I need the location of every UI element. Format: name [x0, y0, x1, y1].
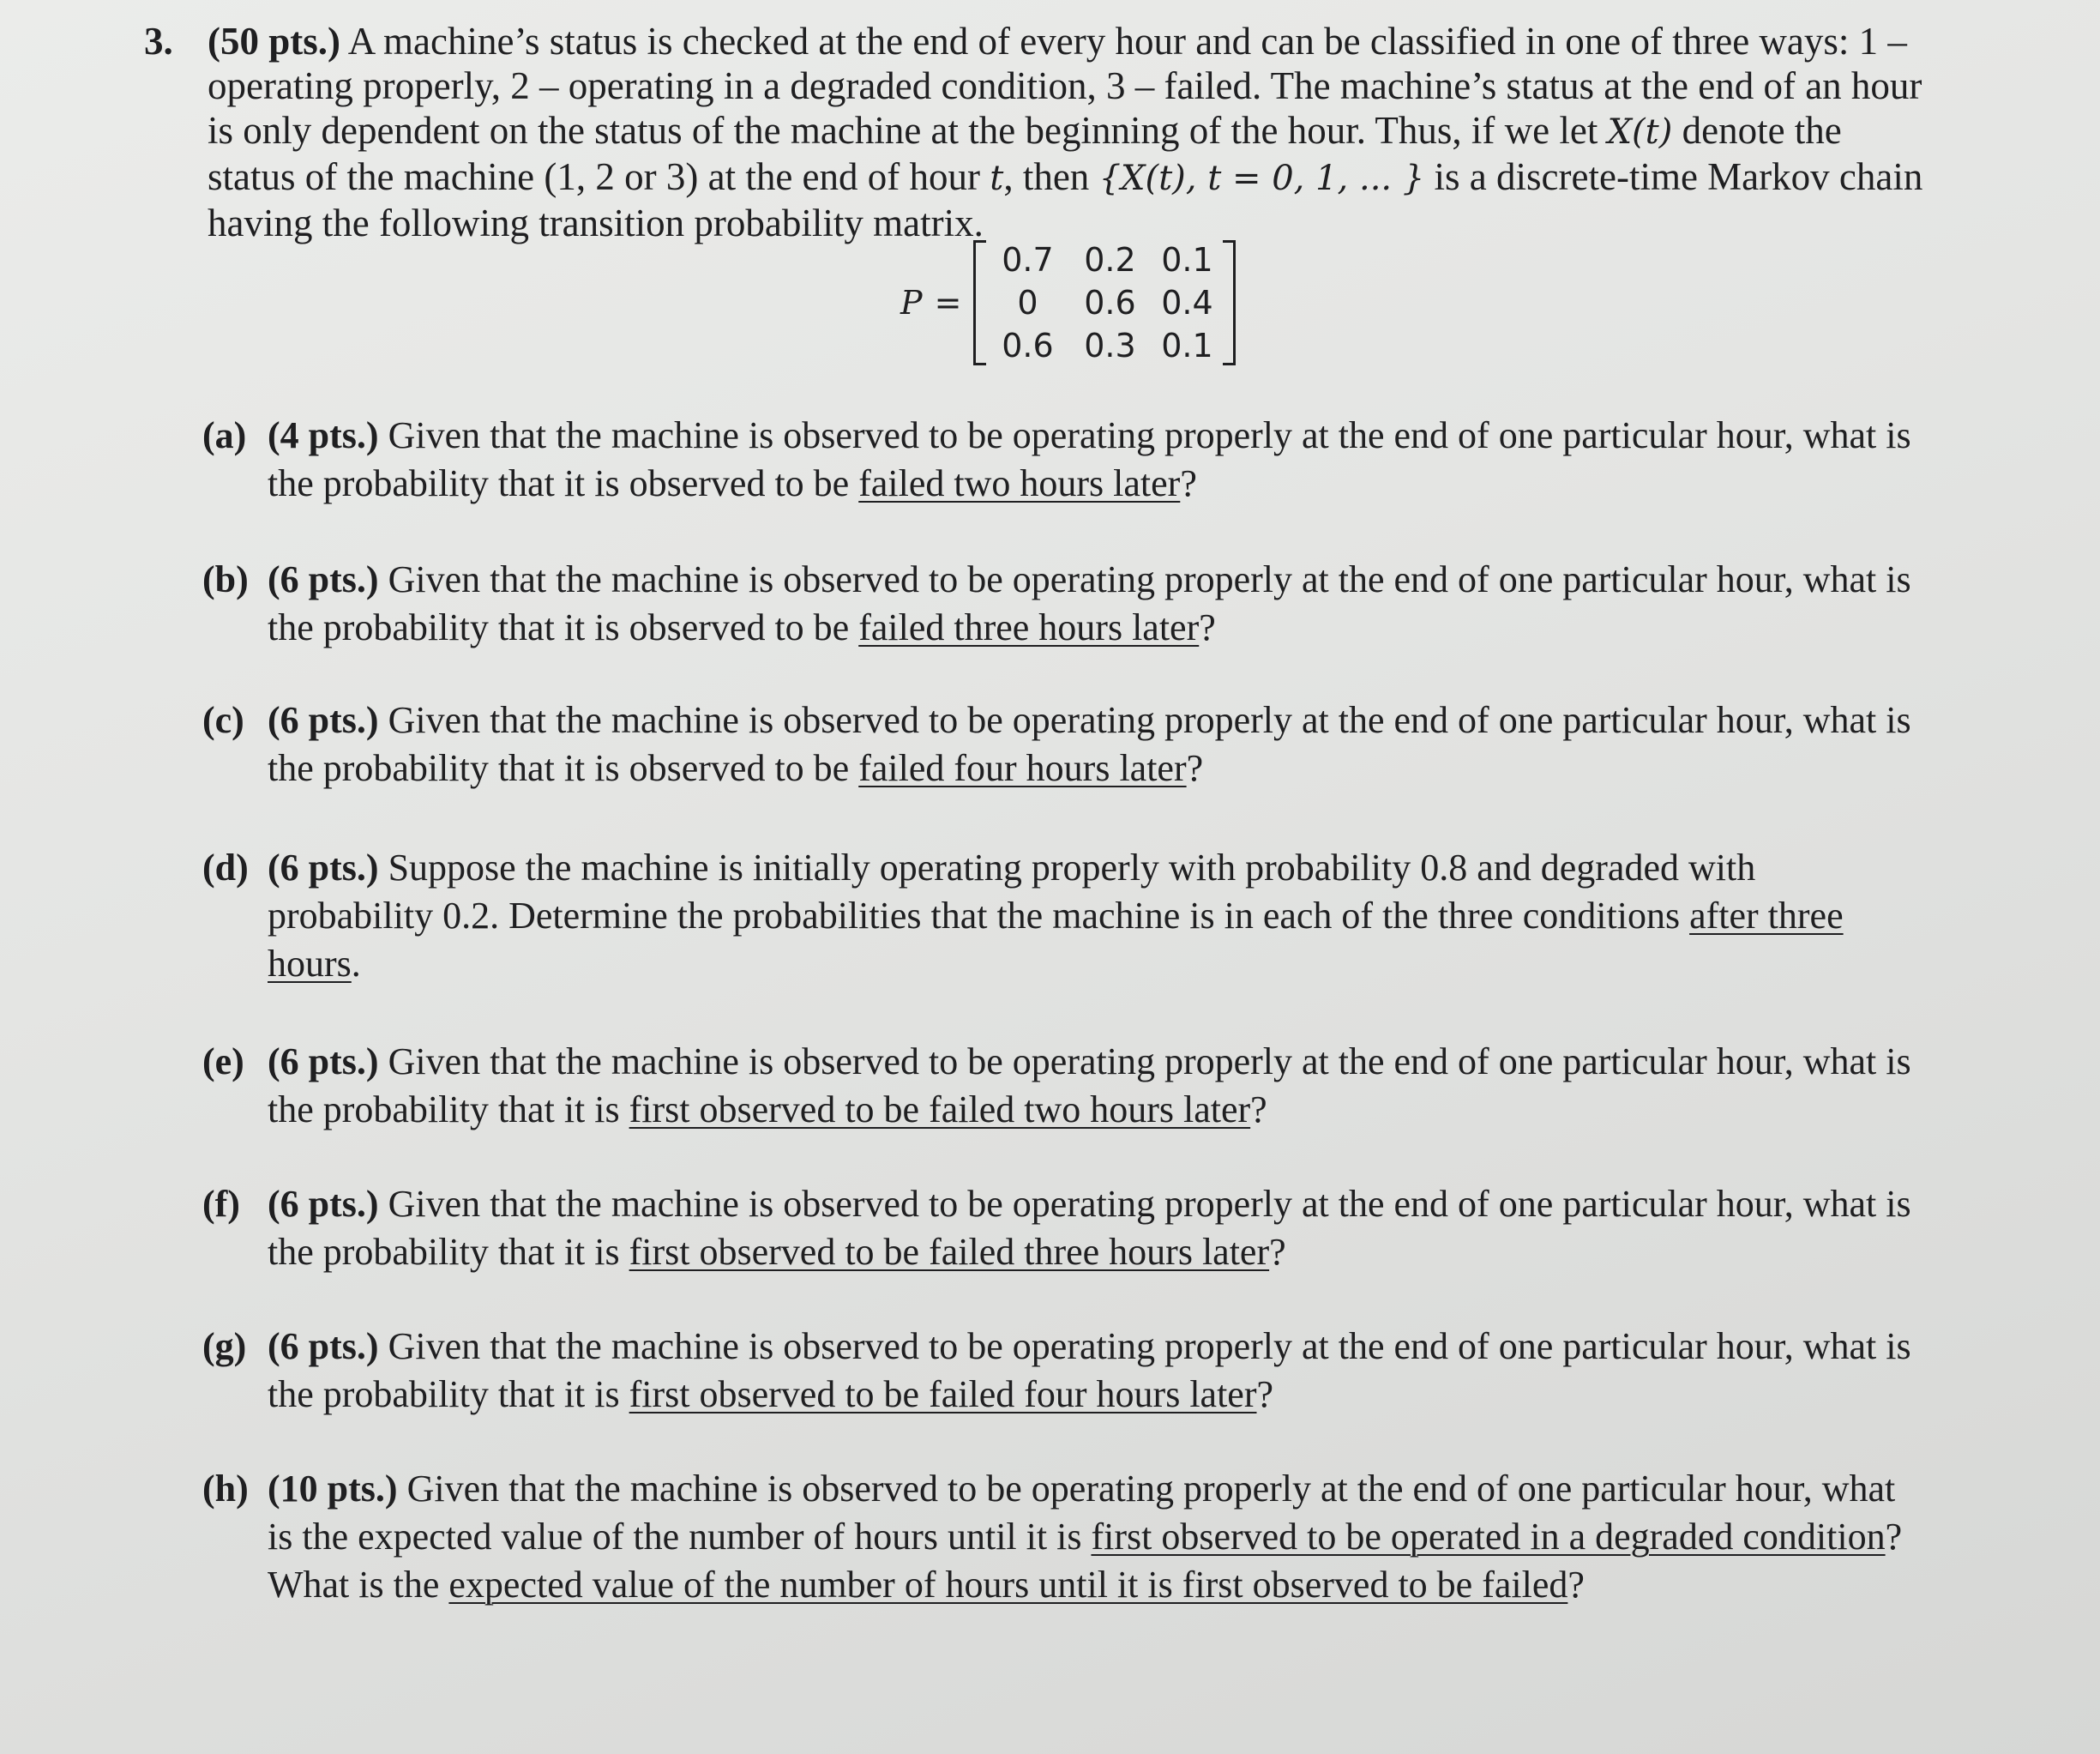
- variable-x-of-t: X(t): [1607, 112, 1673, 152]
- variable-t: t: [990, 159, 1004, 198]
- part-tail: ?: [1250, 1088, 1267, 1130]
- part-underlined-phrase: first observed to be failed four hours later: [629, 1373, 1257, 1415]
- matrix-cell: 0.6: [1084, 284, 1136, 322]
- matrix-cell: 0: [1017, 284, 1038, 322]
- matrix-cell: 0.2: [1084, 241, 1136, 279]
- part-underlined-phrase: failed three hours later: [858, 606, 1200, 648]
- part-text: [268, 1465, 1926, 1609]
- matrix-cell: 0.1: [1161, 241, 1213, 279]
- part-label: (f): [202, 1183, 240, 1225]
- part-points: (6 pts.): [268, 1040, 379, 1082]
- part-question: Given that the machine is observed to be operating properly at the end of one particular hour, what is the probability that it is: [268, 1325, 1911, 1415]
- intro-text-3: , then: [1003, 155, 1099, 198]
- part-label: (a): [202, 414, 247, 456]
- markov-chain-set: {X(t), t = 0, 1, ... }: [1098, 159, 1425, 198]
- part-label: (b): [202, 558, 249, 600]
- part-underlined-phrase: first observed to be failed three hours later: [629, 1231, 1270, 1273]
- part-underlined-phrase: first observed to be operated in a degraded condition: [1091, 1516, 1886, 1558]
- matrix-cell: 0.6: [1002, 327, 1054, 365]
- part-tail: ?: [1567, 1564, 1585, 1606]
- part-question: Given that the machine is observed to be operating properly at the end of one particular hour, what is the probability that it is observed to be: [268, 414, 1911, 504]
- part-tail: ?: [1180, 462, 1197, 504]
- problem-statement: [144, 19, 1928, 245]
- matrix-right-bracket: [1223, 240, 1236, 365]
- intro-text-4: is a discrete-time Markov chain having the following transition probability matrix.: [208, 155, 1923, 244]
- part-tail: .: [351, 943, 361, 985]
- part-b: [202, 556, 1926, 652]
- part-label: (e): [202, 1040, 244, 1082]
- part-question: Given that the machine is observed to be operating properly at the end of one particular hour, what is the probability that it is: [268, 1040, 1911, 1130]
- intro-text-1: A machine’s status is checked at the end of every hour and can be classified in one of three ways: 1 – operating properly, 2 – operating in a degraded condition, 3 – failed. The machine’s status at the end of an hour is only dependent on the status of the machine at the beginning of the hour. Thus, if we let: [208, 20, 1922, 152]
- part-h: [202, 1465, 1926, 1609]
- part-text: [268, 1180, 1926, 1276]
- problem-points: (50 pts.): [208, 20, 340, 63]
- matrix-cell: 0.7: [1002, 241, 1054, 279]
- part-g: [202, 1323, 1926, 1419]
- part-underlined-phrase: first observed to be failed two hours later: [629, 1088, 1251, 1130]
- matrix-equals: =: [934, 284, 962, 322]
- part-points: (10 pts.): [268, 1468, 398, 1510]
- part-points: (6 pts.): [268, 699, 379, 741]
- part-question: Given that the machine is observed to be operating properly at the end of one particular hour, what is the probability that it is observed to be: [268, 558, 1911, 648]
- part-text: [268, 844, 1926, 988]
- part-tail: ?: [1199, 606, 1216, 648]
- part-a: [202, 412, 1926, 508]
- part-question: Given that the machine is observed to be operating properly at the end of one particular hour, what is the probability that it is observed to be: [268, 699, 1911, 789]
- part-label: (h): [202, 1468, 249, 1510]
- part-points: (6 pts.): [268, 1183, 379, 1225]
- part-question: Suppose the machine is initially operating properly with probability 0.8 and degraded with probability 0.2. Determine the probabilities that the machine is in each of the three conditions: [268, 847, 1756, 937]
- matrix-cell: 0.1: [1161, 327, 1213, 365]
- part-underlined-phrase: failed four hours later: [858, 747, 1187, 789]
- part-label: (c): [202, 699, 244, 741]
- matrix-grid: [990, 238, 1219, 367]
- part-text: [268, 696, 1926, 793]
- part-text: [268, 1038, 1926, 1134]
- part-question: Given that the machine is observed to be operating properly at the end of one particular hour, what is the expected value of the number of hours until it is: [268, 1468, 1896, 1558]
- part-points: (6 pts.): [268, 847, 379, 889]
- part-underlined-phrase: after three hours: [268, 895, 1844, 985]
- matrix-cell: 0.4: [1161, 284, 1213, 322]
- part-question: Given that the machine is observed to be operating properly at the end of one particular hour, what is the probability that it is: [268, 1183, 1911, 1273]
- problem-number: 3.: [144, 20, 173, 63]
- part-points: (6 pts.): [268, 1325, 379, 1367]
- part-e: [202, 1038, 1926, 1134]
- part-d: [202, 844, 1926, 988]
- part-tail: ?: [1186, 747, 1204, 789]
- part-f: [202, 1180, 1926, 1276]
- part-points: (6 pts.): [268, 558, 379, 600]
- part-tail: ?: [1256, 1373, 1274, 1415]
- part-c: [202, 696, 1926, 793]
- transition-matrix: [900, 238, 1236, 367]
- part-tail: ?: [1269, 1231, 1286, 1273]
- matrix-left-bracket: [973, 240, 986, 365]
- matrix-cell: 0.3: [1084, 327, 1136, 365]
- part-label: (g): [202, 1325, 247, 1367]
- part-mid: ? What is the: [268, 1516, 1903, 1606]
- problem-intro: [208, 19, 1928, 245]
- part-underlined-phrase: failed two hours later: [858, 462, 1181, 504]
- intro-text-2: denote the status of the machine (1, 2 or 3) at the end of hour: [208, 109, 1842, 198]
- part-points: (4 pts.): [268, 414, 379, 456]
- part-text: [268, 412, 1926, 508]
- part-label: (d): [202, 847, 249, 889]
- part-text: [268, 1323, 1926, 1419]
- part-text: [268, 556, 1926, 652]
- matrix-label: P: [900, 284, 923, 322]
- part-underlined-phrase-2: expected value of the number of hours until it is first observed to be failed: [448, 1564, 1568, 1606]
